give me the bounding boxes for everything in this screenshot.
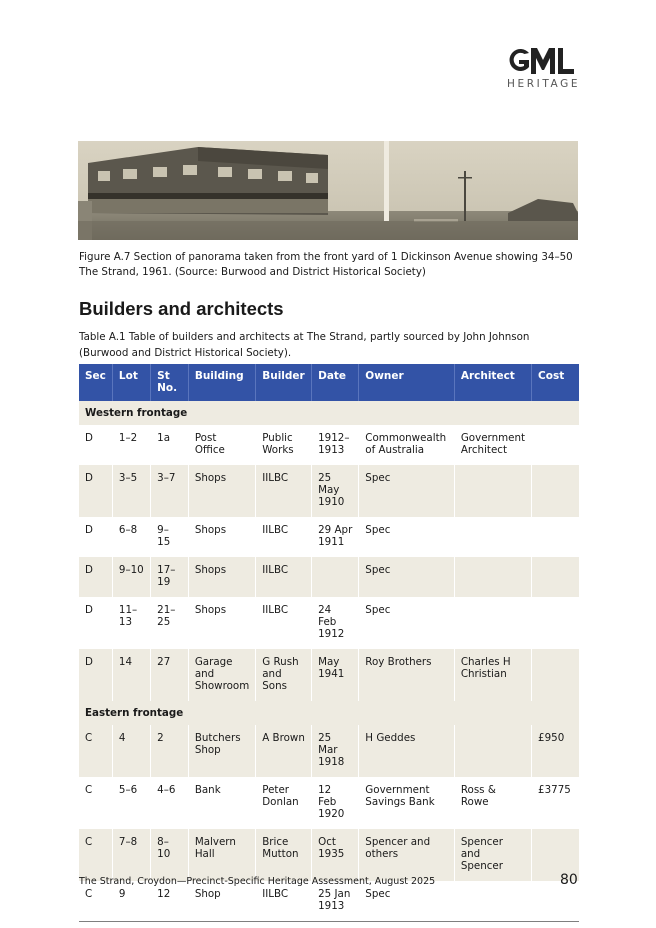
cell-sec: C xyxy=(79,725,112,777)
header-lot: Lot xyxy=(112,364,150,401)
cell-lot: 14 xyxy=(112,649,150,701)
cell-lot: 1–2 xyxy=(112,425,150,465)
cell-st-no: 4–6 xyxy=(151,777,189,829)
cell-architect xyxy=(454,557,531,597)
panorama-photo-graphic xyxy=(78,141,578,240)
cell-st-no: 12 xyxy=(151,881,189,922)
cell-architect xyxy=(454,725,531,777)
cell-cost xyxy=(532,597,579,649)
cell-sec: D xyxy=(79,597,112,649)
header-building: Building xyxy=(188,364,255,401)
cell-builder: IILBC xyxy=(256,597,312,649)
cell-cost xyxy=(532,557,579,597)
cell-st-no: 8–10 xyxy=(151,829,189,881)
cell-lot: 11–13 xyxy=(112,597,150,649)
cell-architect xyxy=(454,465,531,517)
builders-architects-table xyxy=(79,364,579,922)
cell-sec: C xyxy=(79,777,112,829)
table-row xyxy=(79,425,579,465)
cell-sec: D xyxy=(79,649,112,701)
figure-caption: Figure A.7 Section of panorama taken from the front yard of 1 Dickinson Avenue showing 34–50 The Strand, 1961. (Source: Burwood and District Historical Society) xyxy=(79,251,573,278)
section-row-eastern xyxy=(79,701,579,725)
cell-owner: Roy Brothers xyxy=(359,649,455,701)
cell-lot: 5–6 xyxy=(112,777,150,829)
cell-architect: Charles H Christian xyxy=(454,649,531,701)
cell-building: Bank xyxy=(188,777,255,829)
cell-builder: IILBC xyxy=(256,557,312,597)
cell-building: Shops xyxy=(188,465,255,517)
cell-owner: Government Savings Bank xyxy=(359,777,455,829)
cell-builder: IILBC xyxy=(256,881,312,922)
table-row xyxy=(79,881,579,922)
cell-st-no: 9–15 xyxy=(151,517,189,557)
cell-sec: D xyxy=(79,557,112,597)
table-row xyxy=(79,777,579,829)
header-cost: Cost xyxy=(532,364,579,401)
cell-owner: Spec xyxy=(359,881,455,922)
cell-owner: Spencer and others xyxy=(359,829,455,881)
table-row xyxy=(79,725,579,777)
cell-builder: IILBC xyxy=(256,465,312,517)
cell-builder: G Rush and Sons xyxy=(256,649,312,701)
table-header-row xyxy=(79,364,579,401)
cell-date: 29 Apr 1911 xyxy=(312,517,359,557)
cell-date: Oct 1935 xyxy=(312,829,359,881)
cell-cost: £3775 xyxy=(538,784,571,796)
section-heading: Builders and architects xyxy=(79,298,284,319)
cell-building: Shops xyxy=(188,517,255,557)
page-number: 80 xyxy=(560,872,578,888)
cell-building: Malvern Hall xyxy=(188,829,255,881)
cell-cost xyxy=(532,649,579,701)
cell-builder: Peter Donlan xyxy=(256,777,312,829)
cell-building: Garage and Showroom xyxy=(188,649,255,701)
header-st-no: St No. xyxy=(151,364,189,401)
section-row-western xyxy=(79,401,579,425)
cell-builder: IILBC xyxy=(256,517,312,557)
gml-logo-mark xyxy=(503,44,575,76)
table-row xyxy=(79,649,579,701)
cell-lot: 9–10 xyxy=(112,557,150,597)
cell-cost: £950 xyxy=(532,725,579,777)
cell-lot: 3–5 xyxy=(112,465,150,517)
cell-architect: Spencer and Spencer xyxy=(454,829,531,881)
cell-lot: 9 xyxy=(112,881,150,922)
cell-sec: C xyxy=(79,881,112,922)
cell-date: 25 Jan 1913 xyxy=(312,881,359,922)
cell-architect xyxy=(454,881,531,922)
cell-cost xyxy=(532,517,579,557)
footer-document-title: The Strand, Croydon—Precinct-Specific Heritage Assessment, August 2025 xyxy=(79,876,436,887)
table-row xyxy=(79,517,579,557)
header-date: Date xyxy=(312,364,359,401)
section-label: Western frontage xyxy=(79,401,579,425)
cell-lot: 6–8 xyxy=(112,517,150,557)
cell-owner: Spec xyxy=(359,557,455,597)
cell-date: 24 Feb 1912 xyxy=(312,597,359,649)
cell-sec: C xyxy=(79,829,112,881)
cell-st-no: 27 xyxy=(151,649,189,701)
cell-builder: A Brown xyxy=(256,725,312,777)
panorama-photo xyxy=(78,141,578,240)
table-row xyxy=(79,557,579,597)
cell-sec: D xyxy=(79,517,112,557)
header-sec: Sec xyxy=(79,364,112,401)
cell-building: Shops xyxy=(188,597,255,649)
table-row xyxy=(79,465,579,517)
cell-date: 1912–1913 xyxy=(312,425,359,465)
cell-cost xyxy=(532,465,579,517)
cell-architect xyxy=(454,517,531,557)
cell-date: 25 May 1910 xyxy=(312,465,359,517)
cell-st-no: 1a xyxy=(151,425,189,465)
cell-building: Post Office xyxy=(188,425,255,465)
cell-building: Butchers Shop xyxy=(188,725,255,777)
cell-sec: D xyxy=(79,465,112,517)
header-architect: Architect xyxy=(454,364,531,401)
cell-owner: Commonwealth of Australia xyxy=(359,425,455,465)
cell-date: May 1941 xyxy=(312,649,359,701)
cell-st-no: 2 xyxy=(151,725,189,777)
cell-cost xyxy=(532,425,579,465)
cell-architect: Government Architect xyxy=(454,425,531,465)
cell-architect: Ross & Rowe xyxy=(454,777,531,829)
cell-owner: Spec xyxy=(359,465,455,517)
cell-st-no: 3–7 xyxy=(151,465,189,517)
cell-builder: Public Works xyxy=(256,425,312,465)
gml-heritage-logo xyxy=(503,44,579,92)
cell-st-no: 17–19 xyxy=(151,557,189,597)
cell-owner: Spec xyxy=(359,597,455,649)
cell-building: Shops xyxy=(188,557,255,597)
cell-date xyxy=(312,557,359,597)
cell-lot: 7–8 xyxy=(112,829,150,881)
cell-date: 12 Feb 1920 xyxy=(312,777,359,829)
cell-owner: Spec xyxy=(359,517,455,557)
cell-builder: Brice Mutton xyxy=(256,829,312,881)
table-caption: Table A.1 Table of builders and architects at The Strand, partly sourced by John Johnson (Burwood and District Historical Society). xyxy=(79,331,530,359)
cell-date: 25 Mar 1918 xyxy=(312,725,359,777)
cell-architect xyxy=(454,597,531,649)
header-builder: Builder xyxy=(256,364,312,401)
table-row xyxy=(79,829,579,881)
cell-building: Shop xyxy=(188,881,255,922)
logo-heritage-text: HERITAGE xyxy=(507,78,581,90)
section-label: Eastern frontage xyxy=(79,701,579,725)
cell-lot: 4 xyxy=(112,725,150,777)
table-row xyxy=(79,597,579,649)
cell-st-no: 21–25 xyxy=(151,597,189,649)
header-owner: Owner xyxy=(359,364,455,401)
cell-sec: D xyxy=(79,425,112,465)
cell-owner: H Geddes xyxy=(359,725,455,777)
